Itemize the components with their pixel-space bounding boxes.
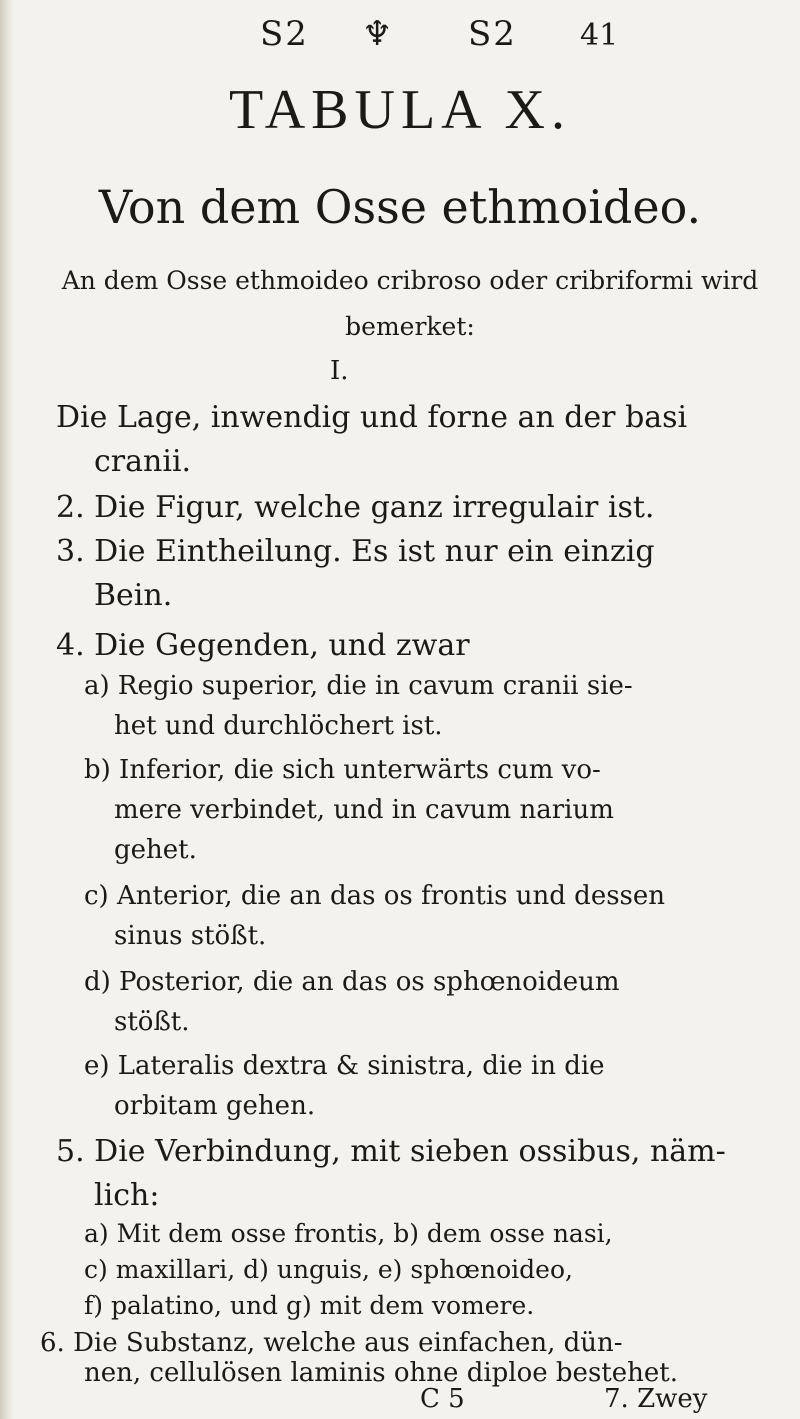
item-line: nen, cellulösen laminis ohne diploe bestehet. xyxy=(84,1358,678,1388)
section-number: I. xyxy=(330,356,349,386)
subitem-lateralis xyxy=(84,1046,784,1126)
verbindung-bones-list xyxy=(84,1216,784,1324)
intro-paragraph xyxy=(40,258,780,350)
subitem-inferior xyxy=(84,750,784,870)
item-line: c) Anterior, die an das os frontis und dessen xyxy=(84,881,666,911)
item-line: 5. Die Verbindung, mit sieben ossibus, näm- xyxy=(56,1134,726,1169)
item-line: f) palatino, und g) mit dem vomere. xyxy=(84,1291,535,1320)
signature-mark: C 5 xyxy=(420,1384,465,1414)
item-line: d) Posterior, die an das os sphœnoideum xyxy=(84,967,620,997)
header-ornaments xyxy=(200,14,620,74)
item-line: mere verbindet, und in cavum narium xyxy=(114,795,614,825)
item-line: orbitam gehen. xyxy=(114,1091,316,1121)
item-verbindung xyxy=(56,1130,776,1218)
item-figur xyxy=(56,486,776,530)
item-line: 4. Die Gegenden, und zwar xyxy=(56,628,470,663)
item-line: 3. Die Eintheilung. Es ist nur ein einzig xyxy=(56,534,655,569)
item-line: lich: xyxy=(94,1178,160,1213)
item-line: a) Regio superior, die in cavum cranii sie- xyxy=(84,671,633,701)
item-substanz xyxy=(40,1328,790,1388)
subitem-anterior xyxy=(84,876,784,956)
item-line: stößt. xyxy=(114,1007,190,1037)
subitem-posterior xyxy=(84,962,784,1042)
item-line: sinus stößt. xyxy=(114,921,267,951)
ornament-right: S2 xyxy=(468,14,517,54)
plate-heading: TABULA X. xyxy=(229,79,571,141)
intro-line: bemerket: xyxy=(345,312,475,341)
item-line: e) Lateralis dextra & sinistra, die in die xyxy=(84,1051,605,1081)
item-line: 6. Die Substanz, welche aus einfachen, dün- xyxy=(40,1328,623,1358)
item-line: gehet. xyxy=(114,835,197,865)
item-line: b) Inferior, die sich unterwärts cum vo- xyxy=(84,755,601,785)
ornament-left: S2 xyxy=(260,14,309,54)
page-title: Von dem Osse ethmoideo. xyxy=(98,180,702,234)
item-line: Bein. xyxy=(94,578,173,613)
item-line: het und durchlöchert ist. xyxy=(114,711,443,741)
item-eintheilung xyxy=(56,530,776,618)
item-line: cranii. xyxy=(94,444,192,479)
item-lage xyxy=(56,396,776,484)
item-line: Die Lage, inwendig und forne an der basi xyxy=(56,400,688,435)
subitem-regio-superior xyxy=(84,666,784,746)
intro-line: An dem Osse ethmoideo cribroso oder cribriformi wird xyxy=(61,266,759,295)
page-number: 41 xyxy=(580,18,619,53)
item-line: 2. Die Figur, welche ganz irregulair ist. xyxy=(56,490,655,525)
item-line: c) maxillari, d) unguis, e) sphœnoideo, xyxy=(84,1255,573,1284)
item-line: a) Mit dem osse frontis, b) dem osse nasi, xyxy=(84,1219,613,1248)
item-gegenden xyxy=(56,624,776,668)
ornament-center-icon: ♆ xyxy=(362,14,395,54)
catchword: 7. Zwey xyxy=(604,1384,708,1414)
